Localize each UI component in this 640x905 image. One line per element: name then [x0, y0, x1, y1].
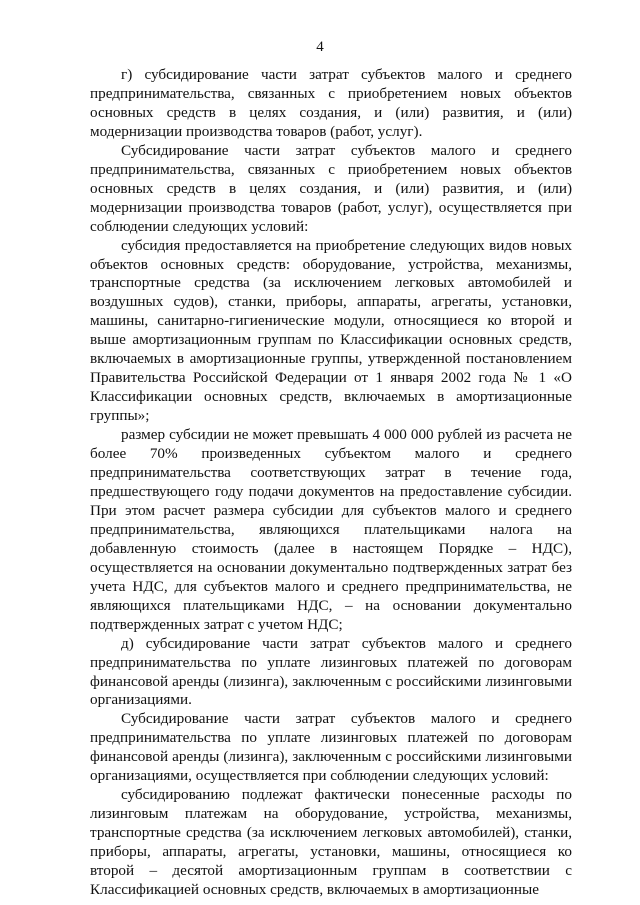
paragraph-leasing-conditions-intro: Субсидирование части затрат субъектов малого и среднего предпринимательства по уплате лизинговых платежей по договорам финансовой аренды (лизинга), заключенным с российскими лизинговыми организациями, осуществляется при соблюдении следующих условий:: [90, 710, 572, 785]
document-body: [90, 66, 572, 900]
paragraph-g-subsidy-new-fixed-assets: г) субсидирование части затрат субъектов малого и среднего предпринимательства, связанных с приобретением новых объектов основных средств в целях создания, и (или) развития, и (или) модернизации производства товаров (работ, услуг).: [90, 66, 572, 140]
paragraph-eligible-asset-types: субсидия предоставляется на приобретение следующих видов новых объектов основных средств: оборудование, устройства, механизмы, транспортные средства (за исключением легковых автомобилей и воздушных судов), станки, приборы, аппараты, агрегаты, установки, машины, санитарно-гигиенические модули, относящиеся ко второй и выше амортизационным группам по Классификации основных средств, включаемых в амортизационные группы, утвержденной постановлением Правительства Российской Федерации от 1 января 2002 года № 1 «О Классификации основных средств, включаемых в амортизационные группы»;: [90, 236, 572, 425]
paragraph-fixed-assets-conditions-intro: Субсидирование части затрат субъектов малого и среднего предпринимательства, связанных с приобретением новых объектов основных средств в целях создания, и (или) развития, и (или) модернизации производства товаров (работ, услуг), осуществляется при соблюдении следующих условий:: [90, 141, 572, 235]
paragraph-leasing-eligible-expenses: субсидированию подлежат фактически понесенные расходы по лизинговым платежам на оборудование, устройства, механизмы, транспортные средства (за исключением легковых автомобилей), станки, приборы, аппараты, агрегаты, установки, машины, относящиеся ко второй – десятой амортизационным группам в соответствии с Классификацией основных средств, включаемых в амортизационные: [90, 786, 572, 898]
page-number: 4: [316, 39, 324, 55]
paragraph-subsidy-amount-limit: размер субсидии не может превышать 4 000 000 рублей из расчета не более 70% произведенных субъектом малого и среднего предпринимательства соответствующих затрат в течение года, предшествующего году подачи документов на предоставление субсидии. При этом расчет размера субсидии для субъектов малого и среднего предпринимательства, являющихся плательщиками налога на добавленную стоимость (далее в настоящем Порядке – НДС), осуществляется на основании документально подтвержденных затрат без учета НДС, для субъектов малого и среднего предпринимательства, не являющихся плательщиками НДС, – на основании документально подтвержденных затрат с учетом НДС;: [90, 426, 572, 633]
paragraph-d-subsidy-leasing: д) субсидирование части затрат субъектов малого и среднего предпринимательства по уплате лизинговых платежей по договорам финансовой аренды (лизинга), заключенным с российскими лизинговыми организациями.: [90, 634, 572, 709]
